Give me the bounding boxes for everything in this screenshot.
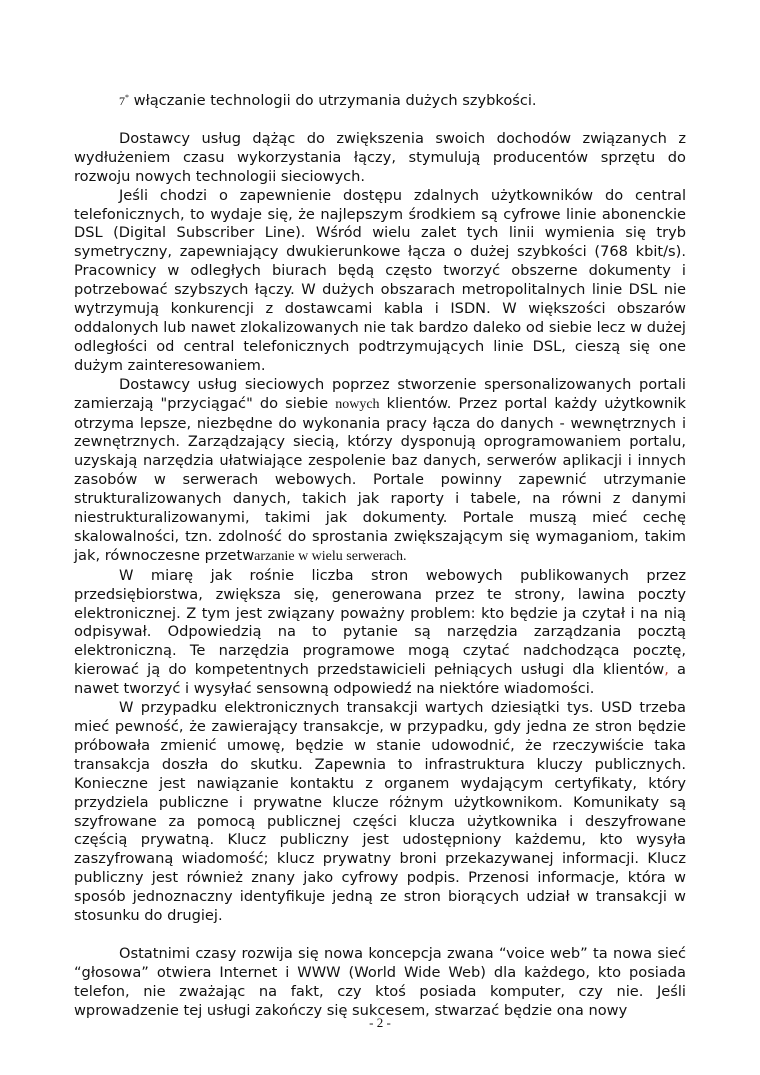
paragraph: Ostatnimi czasy rozwija się nowa koncepcja zwana “voice web” ta nowa sieć “głosowa” otwiera Internet i WWW (World Wide Web) dla każdego, kto posiada telefon, nie zważając na fakt, czy ktoś posiada komputer, czy nie. Jeśli wprowadzenie tej usługi zakończy się sukcesem, stwarzać będzie ona nowy bbox=[74, 944, 686, 1019]
list-item-text: włączanie technologii do utrzymania dużych szybkości. bbox=[129, 92, 537, 109]
document-body bbox=[74, 89, 686, 1021]
paragraph: W miarę jak rośnie liczba stron webowych publikowanych przez przedsiębiorstwa, zwiększa się, generowana przez te strony, lawina poczty elektronicznej. Z tym jest związany poważny problem: kto będzie ja czytał i na nią odpisywał. Odpowiedzią na to pytanie są narzędzia zarządzania pocztą elektroniczną. Te narzędzia programowe mogą czytać nadchodząca pocztę, kierować ją do kompetentnych przedstawicieli pełniących usługi dla klientów, a nawet tworzyć i wysyłać sensowną odpowiedź na niektóre wiadomości. bbox=[74, 566, 686, 698]
list-marker: 7* bbox=[119, 93, 129, 108]
paragraph: Jeśli chodzi o zapewnienie dostępu zdalnych użytkowników do central telefonicznych, to wydaje się, że najlepszym środkiem są cyfrowe linie abonenckie DSL (Digital Subscriber Line). Wśród wielu zalet tych linii wymienia się tryb symetryczny, zapewniający dwukierunkowe łącza o dużej szybkości (768 kbit/s). Pracownicy w odległych biurach będą często tworzyć obszerne dokumenty i potrzebować szybszych łączy. W dużych obszarach metropolitalnych linie DSL nie wytrzymują konkurencji z dostawcami kabla i ISDN. W większości obszarów oddalonych lub nawet zlokalizowanych nie tak bardzo daleko od siebie lecz w dużej odległości od central telefonicznych podtrzymujących linie DSL, cieszą się one dużym zainteresowaniem. bbox=[74, 186, 686, 374]
list-item bbox=[74, 89, 686, 111]
paragraph: Dostawcy usług dążąc do zwiększenia swoich dochodów związanych z wydłużeniem czasu wykorzystania łączy, stymulują producentów sprzętu do rozwoju nowych technologii sieciowych. bbox=[74, 129, 686, 185]
paragraph: Dostawcy usług sieciowych poprzez stworzenie spersonalizowanych portali zamierzają "przyciągać" do siebie nowych klientów. Przez portal każdy użytkownik otrzyma lepsze, niezbędne do wykonania pracy łącza do danych - wewnętrznych i zewnętrznych. Zarządzający siecią, którzy dysponują oprogramowaniem portalu, uzyskają narzędzia ułatwiające zespolenie baz danych, serwerów aplikacji i innych zasobów w serwerach webowych. Portale powinny zapewnić utrzymanie strukturalizowanych danych, takich jak raporty i tabele, na równi z danymi niestrukturalizowanymi, takimi jak dokumenty. Portale muszą mieć cechę skalowalności, tzn. zdolność do sprostania zwiększającym się wymaganiom, takim jak, równoczesne przetwarzanie w wielu serwerach. bbox=[74, 375, 687, 564]
page-number: - 2 - bbox=[369, 1015, 391, 1030]
paragraph: W przypadku elektronicznych transakcji wartych dziesiątki tys. USD trzeba mieć pewność, że zawierający transakcje, w przypadku, gdy jedna ze stron będzie próbowała zmienić umowę, będzie w stanie udowodnić, że rzeczywiście taka transakcja doszła do skutku. Zapewnia to infrastruktura kluczy publicznych. Konieczne jest nawiązanie kontaktu z organem wydającym certyfikaty, który przydziela publiczne i prywatne klucze różnym użytkownikom. Komunikaty są szyfrowane za pomocą publicznej części klucza użytkownika i deszyfrowane częścią prywatną. Klucz publiczny jest udostępniony każdemu, kto wysyła zaszyfrowaną wiadomość; klucz prywatny broni przekazywanej informacji. Klucz publiczny jest również znany jako cyfrowy podpis. Przenosi informacje, która w sposób jednoznaczny identyfikuje jedną ze stron biorących udział w transakcji w stosunku do drugiej. bbox=[74, 699, 686, 925]
